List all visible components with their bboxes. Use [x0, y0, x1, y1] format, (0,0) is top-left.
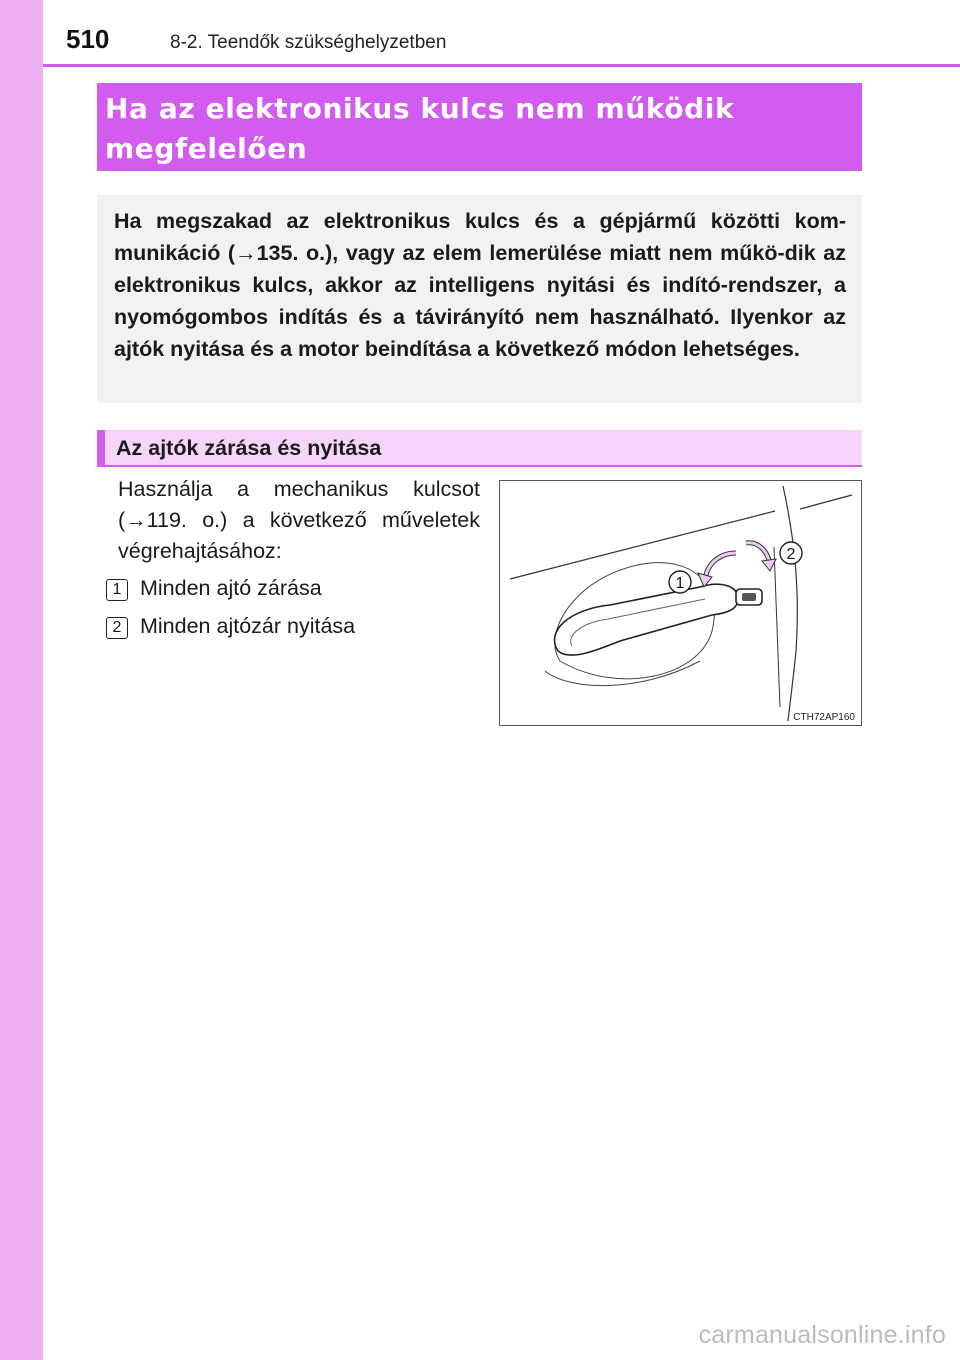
- unlock-arrowhead-icon: [762, 559, 776, 571]
- figure-code: CTH72AP160: [793, 712, 855, 723]
- step-item-1: [106, 574, 322, 602]
- section-reference: 8-2. Teendők szükséghelyzetben: [170, 32, 447, 53]
- page-number: 510: [66, 24, 110, 54]
- body-line: [800, 495, 852, 509]
- page-title: Ha az elektronikus kulcs nem működik megfelelően: [105, 92, 735, 165]
- door-edge-line: [783, 486, 797, 721]
- intro-text: Ha megszakad az elektronikus kulcs és a gépjármű közötti kom-munikáció (→135. o.), vagy az elem lemerülése miatt nem műkö-dik az elektronikus kulcs, akkor az intelligens nyitási és indító-rendszer, a nyomógombos indítás és a távirányító nem használható. Ilyenkor az ajtók nyitása és a motor beindítása a következő módon lehetséges.: [114, 209, 846, 361]
- body-line: [510, 511, 775, 579]
- door-handle: [555, 584, 738, 655]
- door-seam-line: [774, 547, 780, 707]
- callout-label-1: 1: [675, 575, 685, 592]
- door-handle-illustration: [499, 480, 862, 726]
- side-color-strip: [0, 0, 43, 1360]
- body-paragraph: Használja a mechanikus kulcsot (→119. o.) a következő műveletek végrehajtásához:: [118, 477, 480, 563]
- title-banner: [97, 83, 862, 171]
- key-head-icon: [742, 593, 756, 601]
- watermark: carmanualsonline.info: [698, 1321, 946, 1349]
- subheading-text: Az ajtók zárása és nyitása: [116, 436, 382, 460]
- subheading-bar: [97, 430, 862, 467]
- step-number-badge: 1: [106, 579, 128, 601]
- step-number-badge: 2: [106, 617, 128, 639]
- step-item-2: [106, 612, 355, 640]
- step-text: Minden ajtó zárása: [140, 576, 322, 600]
- header-rule: [43, 64, 960, 67]
- lock-arrow-fill: [705, 553, 736, 579]
- door-handle-drawing: [500, 481, 860, 724]
- intro-box: [97, 195, 862, 403]
- callout-label-2: 2: [786, 546, 796, 563]
- step-text: Minden ajtózár nyitása: [140, 614, 356, 638]
- recess-shadow-line: [545, 661, 700, 686]
